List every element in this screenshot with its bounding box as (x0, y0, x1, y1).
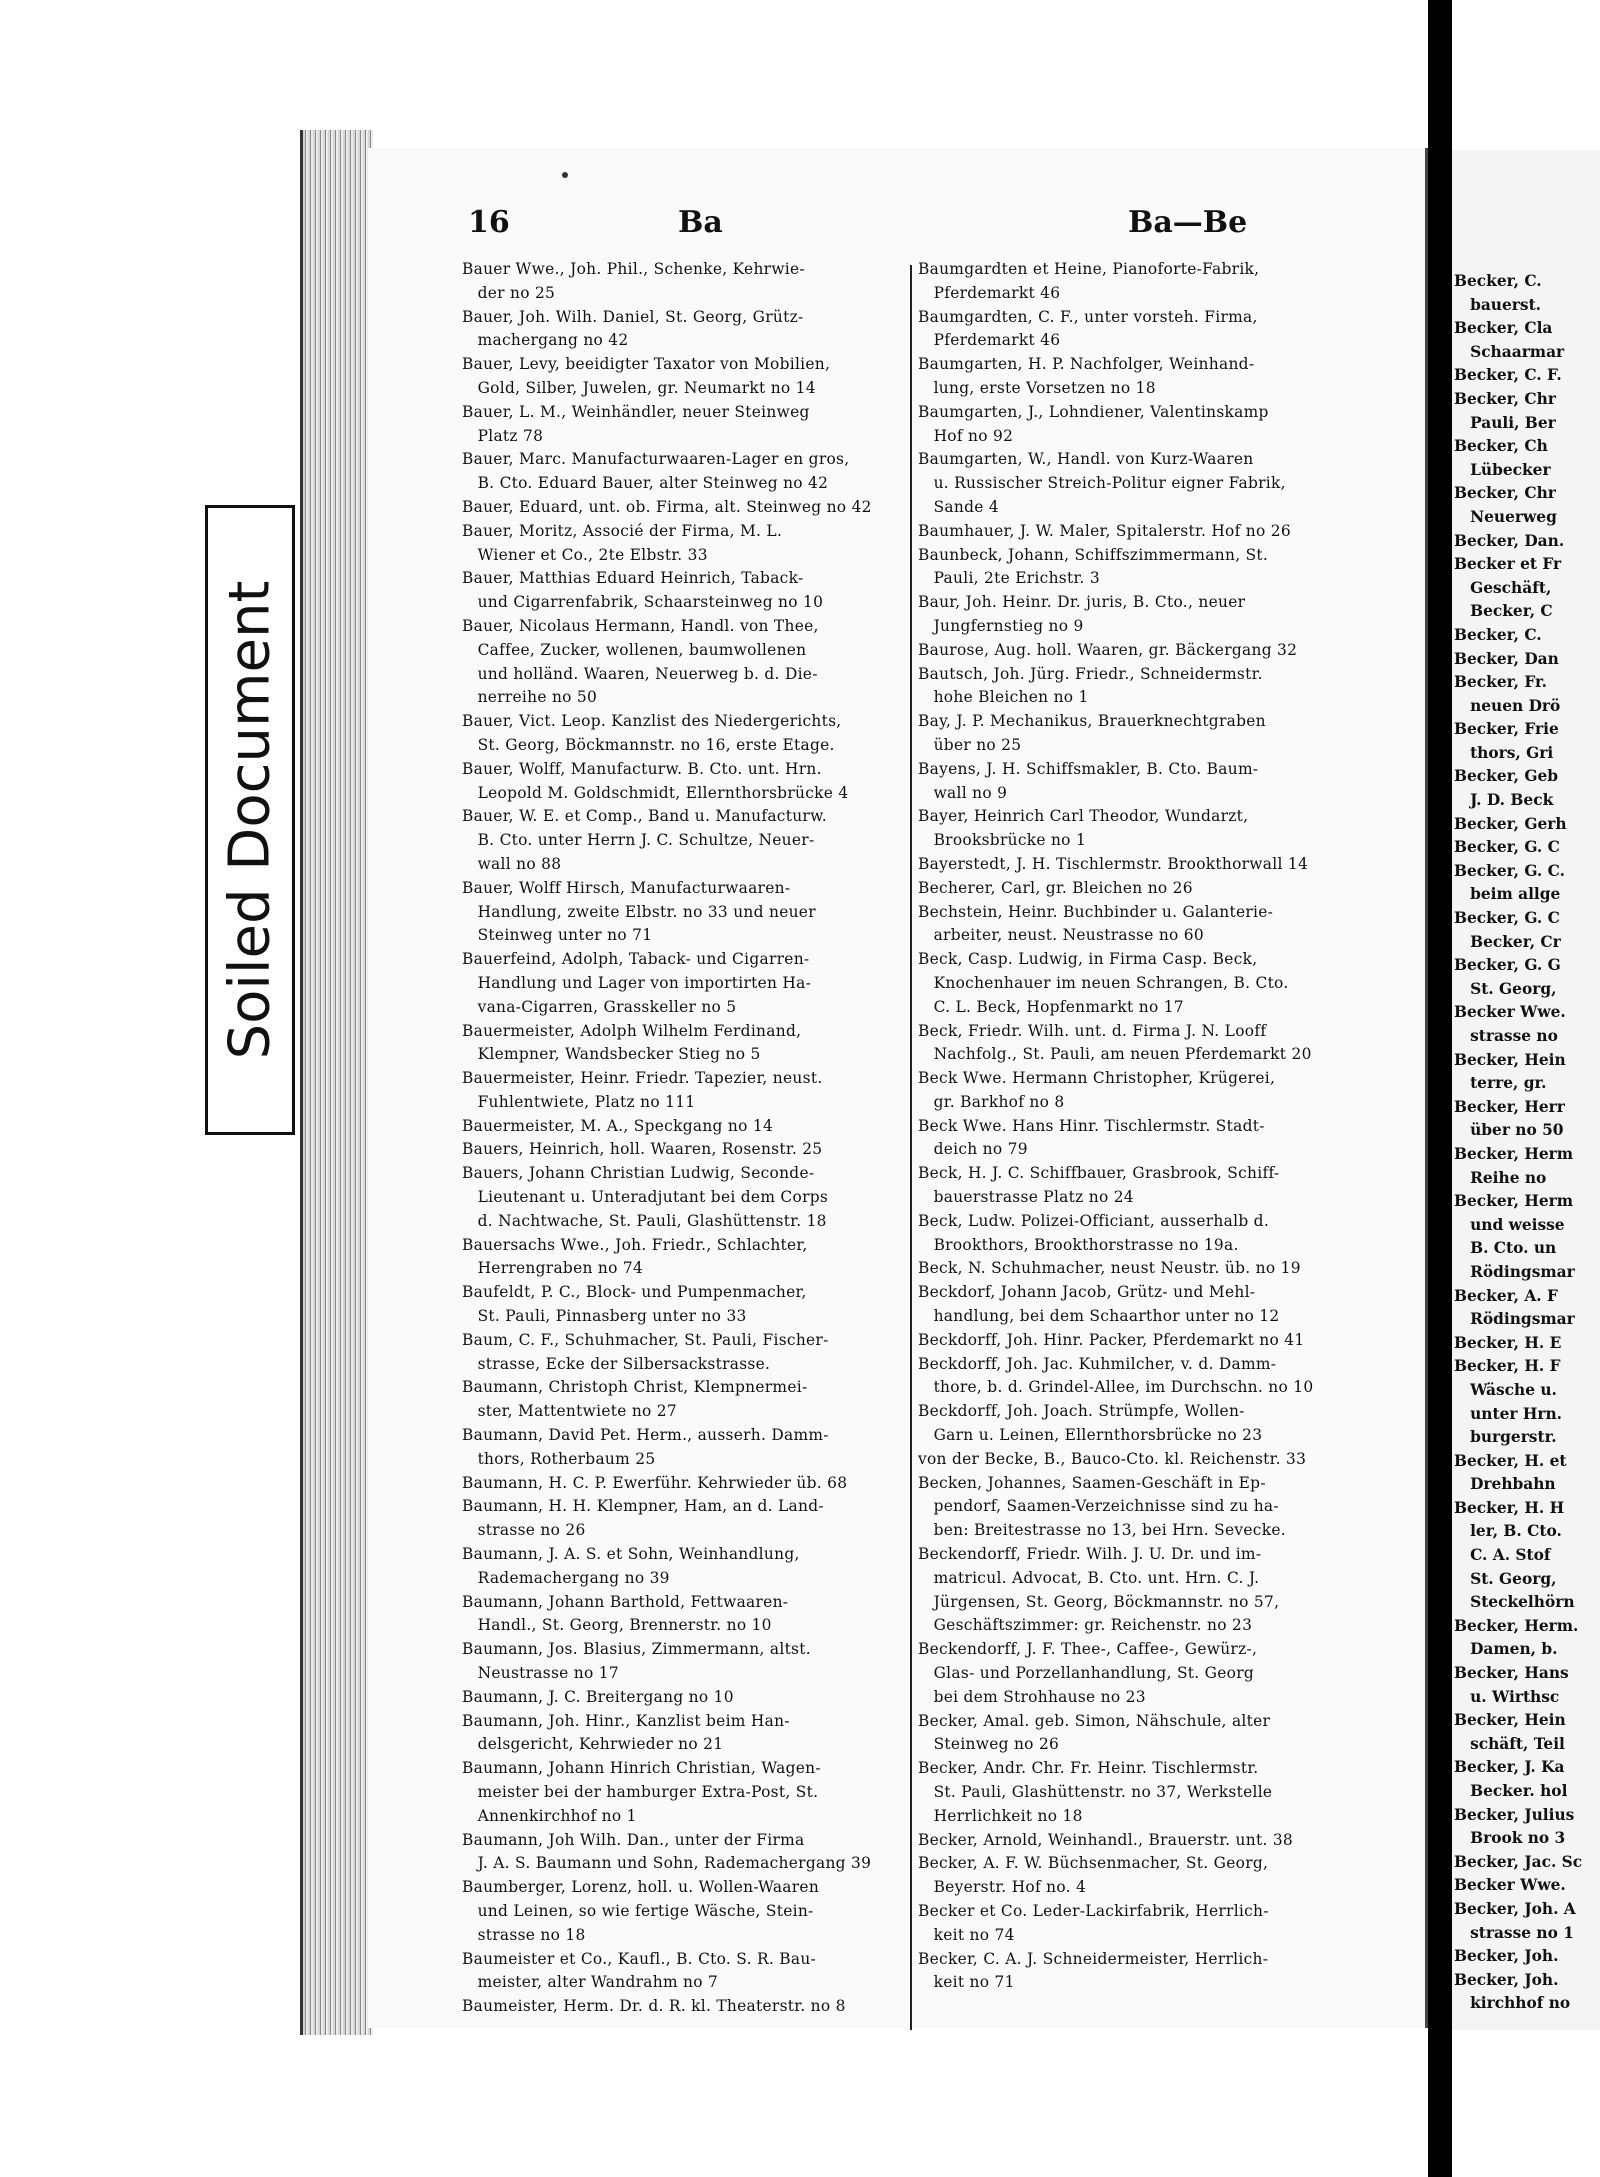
directory-line: wall no 88 (462, 854, 562, 873)
directory-line: Fuhlentwiete, Platz no 111 (462, 1092, 696, 1111)
directory-line: Bauer, Matthias Eduard Heinrich, Taback- (462, 569, 804, 588)
directory-line: Beckendorff, Friedr. Wilh. J. U. Dr. und im- (918, 1545, 1262, 1564)
directory-line: Baumann, H. C. P. Ewerführ. Kehrwieder üb. 68 (462, 1473, 848, 1492)
directory-line: Becker, Ch (1454, 437, 1548, 456)
directory-line: Klempner, Wandsbecker Stieg no 5 (462, 1045, 761, 1064)
directory-line: Herrengraben no 74 (462, 1259, 644, 1278)
directory-line: Beck, Friedr. Wilh. unt. d. Firma J. N. Looff (918, 1021, 1267, 1040)
directory-line: Brookthors, Brookthorstrasse no 19a. (918, 1235, 1239, 1254)
directory-line: C. L. Beck, Hopfenmarkt no 17 (918, 997, 1184, 1016)
directory-line: Steinweg no 26 (918, 1735, 1060, 1754)
directory-column-right (918, 258, 1368, 2023)
directory-line: der no 25 (462, 283, 556, 302)
directory-line: Knochenhauer im neuen Schrangen, B. Cto. (918, 973, 1289, 992)
directory-line: Bauer, Eduard, unt. ob. Firma, alt. Steinweg no 42 (462, 497, 872, 516)
directory-line: Brook no 3 (1454, 1829, 1566, 1848)
directory-line: strasse no 18 (462, 1925, 586, 1944)
directory-line: Becker, Arnold, Weinhandl., Brauerstr. unt. 38 (918, 1830, 1294, 1849)
directory-line: Becker, H. et (1454, 1451, 1567, 1470)
directory-line: Bauerfeind, Adolph, Taback- und Cigarren- (462, 950, 810, 969)
directory-line: Becker, Amal. geb. Simon, Nähschule, alter (918, 1711, 1271, 1730)
directory-line: Steckelhörn (1454, 1593, 1575, 1612)
directory-line: Bauermeister, Heinr. Friedr. Tapezier, neust. (462, 1069, 823, 1088)
directory-line: Baur, Joh. Heinr. Dr. juris, B. Cto., neuer (918, 593, 1246, 612)
directory-line: ben: Breitestrasse no 13, bei Hrn. Sevecke. (918, 1521, 1286, 1540)
directory-line: Leopold M. Goldschmidt, Ellernthorsbrücke 4 (462, 783, 849, 802)
directory-line: Brooksbrücke no 1 (918, 831, 1087, 850)
directory-line: J. A. S. Baumann und Sohn, Rademachergang 39 (462, 1854, 872, 1873)
header-left: Ba (678, 205, 723, 240)
directory-line: delsgericht, Kehrwieder no 21 (462, 1735, 724, 1754)
directory-line: Becker, Herr (1454, 1097, 1565, 1116)
directory-line: St. Pauli, Glashüttenstr. no 37, Werkstelle (918, 1783, 1273, 1801)
directory-line: thore, b. d. Grindel-Allee, im Durchschn. no 10 (918, 1378, 1314, 1397)
directory-line: B. Cto. un (1454, 1239, 1557, 1258)
directory-line: Baumann, Joh. Hinr., Kanzlist beim Han- (462, 1711, 790, 1730)
directory-line: Becker, C. (1454, 272, 1548, 290)
directory-line: Baum, C. F., Schuhmacher, St. Pauli, Fischer- (462, 1330, 829, 1349)
directory-line: Schaarmar (1454, 342, 1565, 361)
directory-line: Becker, G. C. (1454, 861, 1565, 880)
directory-line: und Cigarrenfabrik, Schaarsteinweg no 10 (462, 593, 824, 612)
directory-line: Becker, Joh. (1454, 1947, 1559, 1966)
directory-line: Becker, Herm (1454, 1192, 1574, 1211)
stamp-label: Soiled Document (217, 580, 283, 1060)
directory-line: arbeiter, neust. Neustrasse no 60 (918, 926, 1204, 945)
directory-line: Damen, b. (1454, 1640, 1558, 1659)
directory-line: Bauer, Marc. Manufacturwaaren-Lager en gros, (462, 450, 850, 469)
directory-line: Baumann, H. H. Klempner, Ham, an d. Land- (462, 1497, 824, 1516)
directory-line: über no 25 (918, 735, 1022, 754)
directory-line: u. Russischer Streich-Politur eigner Fabrik, (918, 474, 1286, 493)
directory-line: Baumeister et Co., Kaufl., B. Cto. S. R. Bau- (462, 1949, 817, 1968)
directory-line: Baumberger, Lorenz, holl. u. Wollen-Waaren (462, 1878, 820, 1897)
directory-line: Bautsch, Joh. Jürg. Friedr., Schneidermstr. (918, 664, 1263, 683)
directory-line: Bayer, Heinrich Carl Theodor, Wundarzt, (918, 807, 1249, 826)
directory-line: Bay, J. P. Mechanikus, Brauerknechtgraben (918, 712, 1266, 731)
directory-line: strasse no 26 (462, 1521, 586, 1540)
directory-line: schäft, Teil (1454, 1734, 1565, 1753)
directory-line: Becker et Fr (1454, 555, 1562, 574)
directory-line: Becker, Geb (1454, 767, 1559, 786)
directory-line: Baumann, Christoph Christ, Klempnermei- (462, 1378, 808, 1397)
directory-line: über no 50 (1454, 1121, 1564, 1140)
directory-line: Bauers, Johann Christian Ludwig, Seconde- (462, 1164, 815, 1183)
directory-line: d. Nachtwache, St. Pauli, Glashüttenstr. 18 (462, 1211, 827, 1230)
directory-line: Jungfernstieg no 9 (918, 616, 1084, 635)
directory-line: wall no 9 (918, 783, 1008, 802)
directory-line: Bauersachs Wwe., Joh. Friedr., Schlachter, (462, 1235, 808, 1254)
directory-line: hohe Bleichen no 1 (918, 688, 1089, 707)
directory-line: terre, gr. (1454, 1074, 1552, 1093)
directory-line: bei dem Strohhause no 23 (918, 1687, 1146, 1706)
directory-line: Glas- und Porzellanhandlung, St. Georg (918, 1664, 1255, 1683)
directory-line: Becker, Hein (1454, 1050, 1566, 1069)
directory-line: keit no 74 (918, 1925, 1015, 1944)
directory-line: Baumann, Joh Wilh. Dan., unter der Firma (462, 1830, 805, 1849)
directory-line: Becker, G. G (1454, 956, 1561, 975)
directory-line: Becker, Fr. (1454, 673, 1548, 692)
directory-line: Bauer Wwe., Joh. Phil., Schenke, Kehrwie- (462, 260, 805, 278)
directory-line: Becker, Cr (1454, 932, 1561, 951)
directory-line: Becker, Jac. Sc (1454, 1852, 1583, 1871)
directory-line: Baunbeck, Johann, Schiffszimmermann, St. (918, 545, 1269, 564)
directory-line: Becker, Dan. (1454, 531, 1565, 550)
directory-line: Rademachergang no 39 (462, 1568, 670, 1587)
directory-line: St. Georg, (1454, 979, 1557, 998)
directory-line: und Leinen, so wie fertige Wäsche, Stein- (462, 1901, 814, 1920)
directory-line: Wäsche u. (1454, 1380, 1557, 1399)
directory-line: Rödingsmar (1454, 1262, 1575, 1281)
directory-line: Becker, Hans (1454, 1664, 1569, 1683)
directory-line: Bauermeister, Adolph Wilhelm Ferdinand, (462, 1021, 802, 1040)
directory-line: bauerst. (1454, 295, 1547, 314)
directory-line: Bauer, W. E. et Comp., Band u. Manufacturw. (462, 807, 827, 826)
directory-line: Becker, Herm. (1454, 1616, 1579, 1635)
directory-line: Lieutenant u. Unteradjutant bei dem Corps (462, 1188, 829, 1207)
directory-line: Pauli, 2te Erichstr. 3 (918, 569, 1100, 588)
directory-line: Geschäftszimmer: gr. Reichenstr. no 23 (918, 1616, 1253, 1635)
directory-line: meister, alter Wandrahm no 7 (462, 1973, 719, 1992)
directory-line: Neuerweg (1454, 507, 1557, 526)
directory-line: Jürgensen, St. Georg, Böckmannstr. no 57, (918, 1592, 1280, 1611)
directory-line: Beck, Casp. Ludwig, in Firma Casp. Beck, (918, 950, 1258, 969)
directory-line: Baumann, J. C. Breitergang no 10 (462, 1687, 734, 1706)
directory-line: Bauer, Levy, beeidigter Taxator von Mobilien, (462, 355, 831, 374)
directory-line: Handl., St. Georg, Brennerstr. no 10 (462, 1616, 772, 1635)
directory-line: J. D. Beck (1454, 791, 1554, 810)
directory-line: Bauer, Vict. Leop. Kanzlist des Niedergerichts, (462, 712, 842, 731)
directory-line: Nachfolg., St. Pauli, am neuen Pferdemarkt 20 (918, 1045, 1312, 1064)
directory-line: Becker, G. C (1454, 909, 1560, 928)
directory-line: Beckdorff, Joh. Hinr. Packer, Pferdemarkt no 41 (918, 1330, 1305, 1349)
directory-line: Becker, H. H (1454, 1498, 1565, 1517)
directory-line: nerreihe no 50 (462, 688, 598, 707)
directory-line: Bauer, Nicolaus Hermann, Handl. von Thee, (462, 616, 819, 635)
directory-line: Beck Wwe. Hans Hinr. Tischlermstr. Stadt- (918, 1116, 1265, 1135)
directory-line: thors, Gri (1454, 743, 1554, 762)
directory-line: thors, Rotherbaum 25 (462, 1449, 656, 1468)
directory-line: und weisse (1454, 1215, 1565, 1234)
directory-line: Drehbahn (1454, 1475, 1561, 1494)
directory-line: Bauers, Heinrich, holl. Waaren, Rosenstr. 25 (462, 1140, 823, 1159)
directory-column-partial (1454, 270, 1600, 2030)
directory-line: keit no 71 (918, 1973, 1015, 1992)
directory-line: handlung, bei dem Schaarthor unter no 12 (918, 1307, 1280, 1326)
directory-line: Becker, Herm (1454, 1144, 1574, 1163)
page-gutter (1428, 0, 1452, 2177)
directory-line: Caffee, Zucker, wollenen, baumwollenen (462, 640, 807, 659)
directory-line: Beck, N. Schuhmacher, neust Neustr. üb. no 19 (918, 1259, 1301, 1278)
directory-line: Pferdemarkt 46 (918, 283, 1061, 302)
directory-line: vana-Cigarren, Grasskeller no 5 (462, 997, 737, 1016)
directory-line: strasse, Ecke der Silbersackstrasse. (462, 1354, 771, 1373)
directory-line: Becker, Hein (1454, 1711, 1566, 1730)
directory-line: Gold, Silber, Juwelen, gr. Neumarkt no 14 (462, 378, 816, 397)
directory-line: Becker, Frie (1454, 720, 1559, 739)
directory-line: Becker, Dan (1454, 649, 1559, 668)
directory-line: Baumgardten, C. F., unter vorsteh. Firma, (918, 307, 1258, 326)
directory-line: Becker, H. E (1454, 1333, 1562, 1352)
directory-line: Beck, H. J. C. Schiffbauer, Grasbrook, Schiff- (918, 1164, 1280, 1183)
directory-line: Baumgardten et Heine, Pianoforte-Fabrik, (918, 260, 1260, 278)
directory-line: Bauer, L. M., Weinhändler, neuer Steinweg (462, 402, 810, 421)
ink-mark (562, 172, 568, 178)
directory-line: Becker, Chr (1454, 389, 1556, 408)
directory-line: lung, erste Vorsetzen no 18 (918, 378, 1156, 397)
directory-line: Becker et Co. Leder-Lackirfabrik, Herrlich- (918, 1901, 1269, 1920)
directory-line: strasse no 1 (1454, 1923, 1574, 1942)
directory-line: Beck Wwe. Hermann Christopher, Krügerei, (918, 1069, 1276, 1088)
directory-line: Baumann, David Pet. Herm., ausserh. Damm- (462, 1426, 829, 1445)
directory-line: Bechstein, Heinr. Buchbinder u. Galanterie- (918, 902, 1274, 921)
directory-line: neuen Drö (1454, 696, 1561, 715)
directory-line: Baurose, Aug. holl. Waaren, gr. Bäckergang 32 (918, 640, 1298, 659)
directory-line: unter Hrn. (1454, 1404, 1563, 1423)
directory-line: Beyerstr. Hof no. 4 (918, 1878, 1087, 1897)
directory-line: Becker, C. A. J. Schneidermeister, Herrlich- (918, 1949, 1269, 1968)
directory-line: Becker, Joh. (1454, 1970, 1559, 1989)
soiled-document-stamp (205, 505, 295, 1135)
directory-line: beim allge (1454, 885, 1561, 904)
directory-line: Baumann, J. A. S. et Sohn, Weinhandlung, (462, 1545, 800, 1564)
directory-line: Hof no 92 (918, 426, 1014, 445)
directory-line: Becker, J. Ka (1454, 1758, 1565, 1777)
directory-line: Rödingsmar (1454, 1310, 1575, 1329)
directory-line: St. Pauli, Pinnasberg unter no 33 (462, 1307, 747, 1326)
directory-line: Bauermeister, M. A., Speckgang no 14 (462, 1116, 774, 1135)
directory-line: Garn u. Leinen, Ellernthorsbrücke no 23 (918, 1426, 1263, 1445)
page-number: 16 (468, 205, 510, 240)
directory-line: Becker, Chr (1454, 484, 1556, 503)
directory-line: matricul. Advocat, B. Cto. unt. Hrn. C. J. (918, 1568, 1260, 1587)
directory-line: Becker, C. F. (1454, 366, 1562, 385)
directory-line: bauerstrasse Platz no 24 (918, 1188, 1134, 1207)
directory-line: Bayens, J. H. Schiffsmakler, B. Cto. Baum- (918, 759, 1259, 778)
directory-line: C. A. Stof (1454, 1546, 1551, 1565)
directory-line: Baumgarten, H. P. Nachfolger, Weinhand- (918, 355, 1255, 374)
directory-line: Reihe no (1454, 1168, 1552, 1187)
directory-line: pendorf, Saamen-Verzeichnisse sind zu ha- (918, 1497, 1279, 1516)
directory-line: u. Wirthsc (1454, 1687, 1560, 1706)
directory-line: Becker Wwe. (1454, 1003, 1566, 1022)
directory-line: burgerstr. (1454, 1428, 1557, 1447)
directory-line: Baumeister, Herm. Dr. d. R. kl. Theaterstr. no 8 (462, 1997, 846, 2016)
directory-line: Becken, Johannes, Saamen-Geschäft in Ep- (918, 1473, 1266, 1492)
directory-line: deich no 79 (918, 1140, 1028, 1159)
directory-line: kirchhof no (1454, 1994, 1571, 2013)
directory-line: Becker, Andr. Chr. Fr. Heinr. Tischlermstr. (918, 1759, 1259, 1778)
directory-line: Platz 78 (462, 426, 544, 445)
directory-line: Geschäft, (1454, 578, 1552, 597)
directory-line: Becker, C. (1454, 625, 1548, 644)
directory-line: und holländ. Waaren, Neuerweg b. d. Die- (462, 664, 818, 683)
directory-line: Baumhauer, J. W. Maler, Spitalerstr. Hof no 26 (918, 521, 1291, 540)
directory-line: Becker Wwe. (1454, 1876, 1566, 1895)
directory-line: St. Georg, Böckmannstr. no 16, erste Etage. (462, 735, 835, 754)
directory-line: Herrlichkeit no 18 (918, 1806, 1083, 1825)
directory-line: St. Georg, (1454, 1569, 1557, 1588)
directory-line: Becherer, Carl, gr. Bleichen no 26 (918, 878, 1193, 897)
directory-line: Becker, G. C (1454, 838, 1560, 857)
directory-line: Beckdorff, Joh. Jac. Kuhmilcher, v. d. Damm- (918, 1354, 1277, 1373)
directory-line: Becker, Julius (1454, 1805, 1575, 1824)
directory-line: Bauer, Wolff, Manufacturw. B. Cto. unt. Hrn. (462, 759, 822, 778)
directory-line: Bauer, Wolff Hirsch, Manufacturwaaren- (462, 878, 791, 897)
directory-line: strasse no (1454, 1027, 1558, 1045)
directory-line: Becker, H. F (1454, 1357, 1561, 1376)
directory-line: Sande 4 (918, 497, 999, 516)
directory-line: Baumann, Johann Barthold, Fettwaaren- (462, 1592, 789, 1611)
directory-line: machergang no 42 (462, 331, 629, 350)
directory-line: Steinweg unter no 71 (462, 926, 653, 945)
directory-line: Beckdorf, Johann Jacob, Grütz- und Mehl- (918, 1283, 1256, 1302)
directory-line: Pauli, Ber (1454, 413, 1556, 432)
directory-line: ler, B. Cto. (1454, 1522, 1562, 1541)
directory-line: Bayerstedt, J. H. Tischlermstr. Brookthorwall 14 (918, 854, 1309, 873)
directory-line: von der Becke, B., Bauco-Cto. kl. Reichenstr. 33 (918, 1449, 1307, 1468)
directory-line: Lübecker (1454, 460, 1556, 479)
directory-line: Wiener et Co., 2te Elbstr. 33 (462, 545, 708, 564)
directory-line: Beckdorff, Joh. Joach. Strümpfe, Wollen- (918, 1402, 1245, 1421)
directory-line: Becker, Cla (1454, 319, 1553, 338)
directory-line: Handlung und Lager von importirten Ha- (462, 973, 812, 992)
directory-line: B. Cto. Eduard Bauer, alter Steinweg no 42 (462, 474, 829, 493)
directory-line: Handlung, zweite Elbstr. no 33 und neuer (462, 902, 816, 921)
directory-line: Becker, A. F. W. Büchsenmacher, St. Georg, (918, 1854, 1269, 1873)
header-right: Ba—Be (1128, 205, 1248, 240)
directory-line: B. Cto. unter Herrn J. C. Schultze, Neuer- (462, 831, 815, 850)
directory-line: ster, Mattentwiete no 27 (462, 1402, 677, 1421)
directory-line: Baumgarten, W., Handl. von Kurz-Waaren (918, 450, 1254, 469)
directory-column-left (462, 258, 912, 2023)
directory-line: Becker, C (1454, 602, 1553, 621)
directory-line: Baumann, Johann Hinrich Christian, Wagen- (462, 1759, 821, 1778)
directory-line: Baumgarten, J., Lohndiener, Valentinskamp (918, 402, 1269, 421)
directory-line: Beck, Ludw. Polizei-Officiant, ausserhalb d. (918, 1211, 1270, 1230)
directory-line: Becker. hol (1454, 1782, 1568, 1800)
directory-line: Baumann, Jos. Blasius, Zimmermann, altst. (462, 1640, 811, 1659)
directory-line: Baufeldt, P. C., Block- und Pumpenmacher, (462, 1283, 807, 1302)
directory-line: Annenkirchhof no 1 (462, 1806, 637, 1825)
directory-line: meister bei der hamburger Extra-Post, St. (462, 1783, 819, 1801)
directory-line: Pferdemarkt 46 (918, 331, 1061, 350)
directory-line: gr. Barkhof no 8 (918, 1092, 1065, 1111)
directory-line: Becker, A. F (1454, 1286, 1558, 1305)
book-page-edges (300, 130, 373, 2035)
directory-line: Neustrasse no 17 (462, 1664, 619, 1683)
directory-line: Beckendorff, J. F. Thee-, Caffee-, Gewürz-, (918, 1640, 1258, 1659)
directory-line: Becker, Joh. A (1454, 1899, 1576, 1918)
directory-line: Bauer, Moritz, Associé der Firma, M. L. (462, 521, 783, 540)
directory-line: Becker, Gerh (1454, 814, 1567, 833)
directory-line: Bauer, Joh. Wilh. Daniel, St. Georg, Grütz- (462, 307, 804, 326)
